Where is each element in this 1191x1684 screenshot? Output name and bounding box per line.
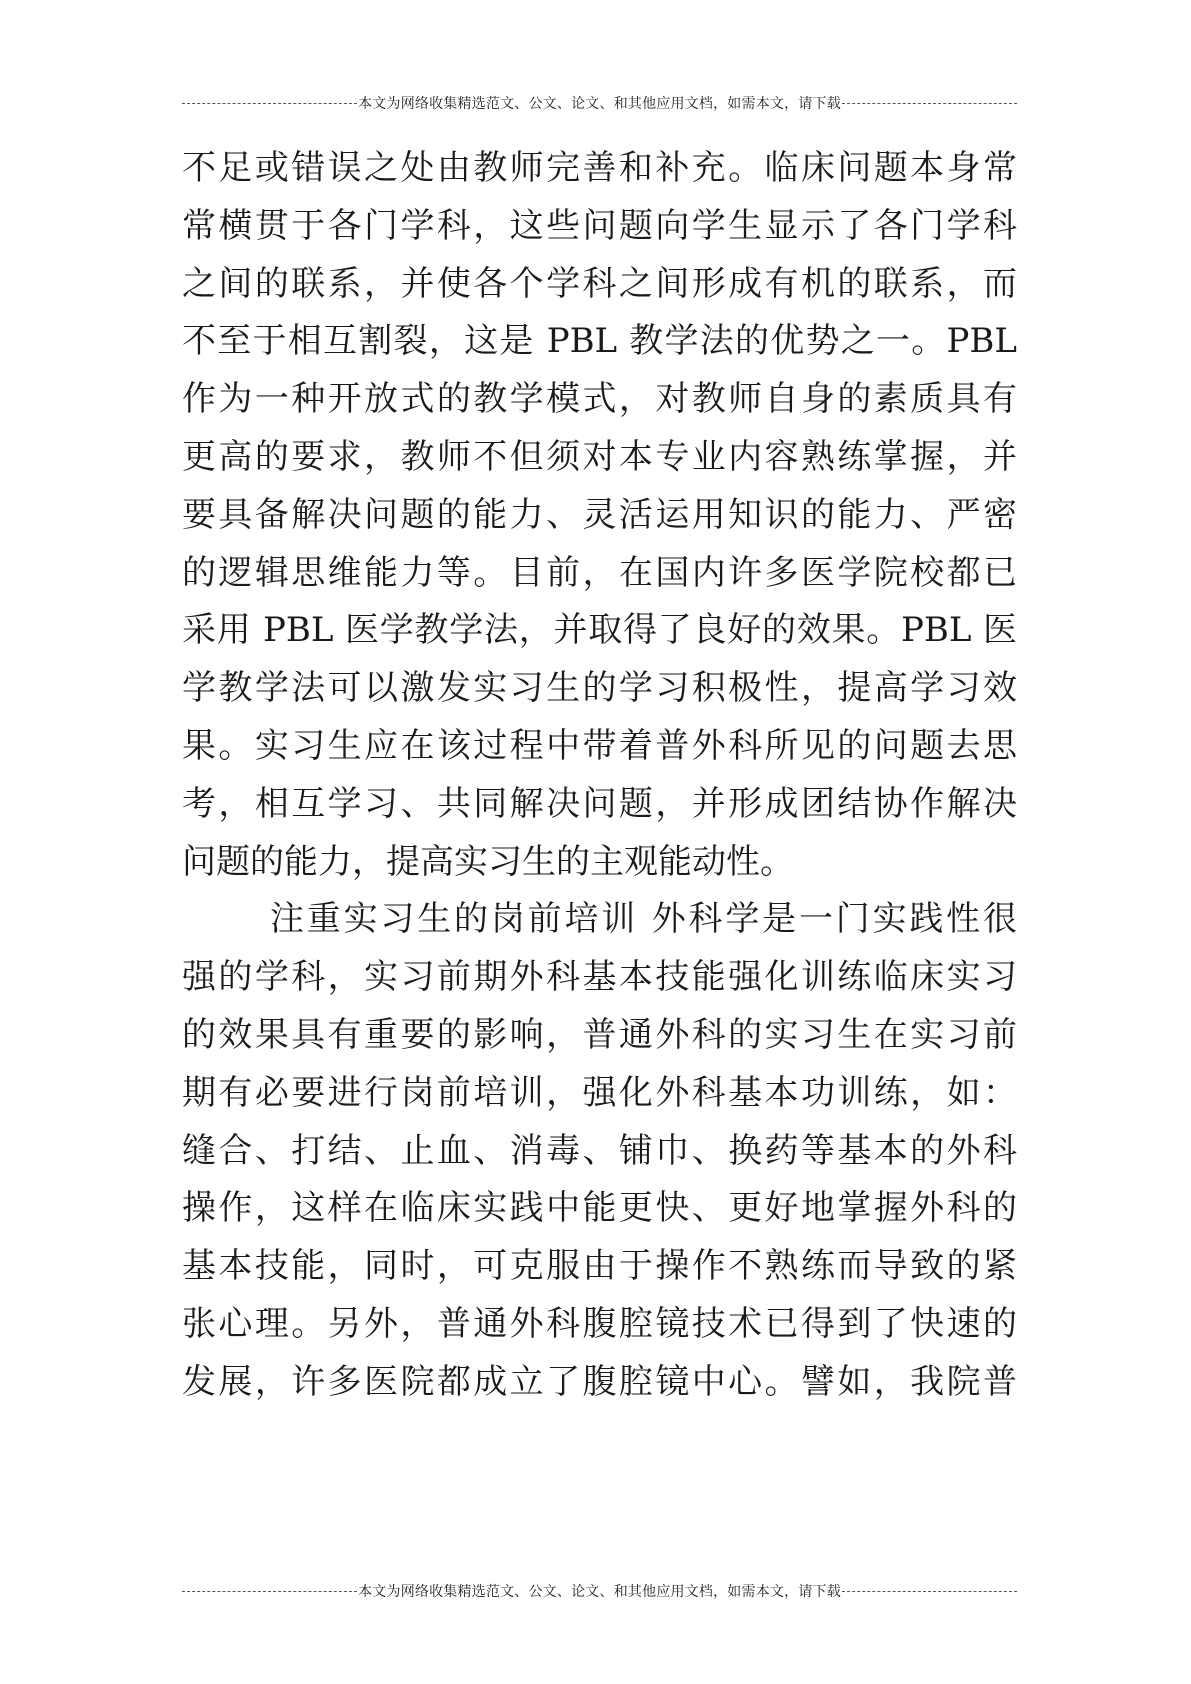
text-line: 的逻辑思维能力等。目前，在国内许多医学院校都已 xyxy=(182,552,1017,593)
text-line: 采用 PBL 医学教学法，并取得了良好的效果。PBL 医 xyxy=(182,610,1017,651)
text-line: 更高的要求，教师不但须对本专业内容熟练掌握，并 xyxy=(182,436,1017,477)
body-text xyxy=(182,140,1017,1412)
running-header-text: 本文为网络收集精选范文、公文、论文、和其他应用文档，如需本文，请下载 xyxy=(358,96,841,112)
text-line: 学教学法可以激发实习生的学习积极性，提高学习效 xyxy=(182,668,1017,709)
text-line: 期有必要进行岗前培训，强化外科基本功训练，如： xyxy=(182,1072,1017,1113)
text-line: 强的学科，实习前期外科基本技能强化训练临床实习 xyxy=(182,957,1017,998)
text-line: 之间的联系，并使各个学科之间形成有机的联系，而 xyxy=(182,263,1017,304)
header-right-rule xyxy=(842,103,1017,104)
text-line: 问题的能力，提高实习生的主观能动性。 xyxy=(182,841,794,882)
text-line: 常横贯于各门学科，这些问题向学生显示了各门学科 xyxy=(182,205,1017,246)
text-line: 注重实习生的岗前培训 外科学是一门实践性很 xyxy=(270,899,1017,940)
text-line: 考，相互学习、共同解决问题，并形成团结协作解决 xyxy=(182,783,1017,824)
text-line: 张心理。另外，普通外科腹腔镜技术已得到了快速的 xyxy=(182,1303,1017,1344)
text-line: 基本技能，同时，可克服由于操作不熟练而导致的紧 xyxy=(182,1246,1017,1287)
text-line: 操作，这样在临床实践中能更快、更好地掌握外科的 xyxy=(182,1188,1017,1229)
text-line: 要具备解决问题的能力、灵活运用知识的能力、严密 xyxy=(182,494,1017,535)
footer-left-rule xyxy=(182,1591,357,1592)
running-footer-text: 本文为网络收集精选范文、公文、论文、和其他应用文档，如需本文，请下载 xyxy=(358,1584,841,1600)
header-left-rule xyxy=(182,103,357,104)
footer-right-rule xyxy=(842,1591,1017,1592)
paragraph-2 xyxy=(182,891,1017,1411)
text-line: 果。实习生应在该过程中带着普外科所见的问题去思 xyxy=(182,725,1017,766)
text-line: 不至于相互割裂，这是 PBL 教学法的优势之一。PBL xyxy=(182,321,1017,362)
text-line: 的效果具有重要的影响，普通外科的实习生在实习前 xyxy=(182,1014,1017,1055)
running-footer xyxy=(182,1578,1017,1604)
text-line: 缝合、打结、止血、消毒、铺巾、换药等基本的外科 xyxy=(182,1130,1017,1171)
text-line: 作为一种开放式的教学模式，对教师自身的素质具有 xyxy=(182,379,1017,420)
paragraph-1 xyxy=(182,140,1017,891)
text-line: 发展，许多医院都成立了腹腔镜中心。譬如，我院普 xyxy=(182,1361,1017,1402)
text-line: 不足或错误之处由教师完善和补充。临床问题本身常 xyxy=(182,148,1017,188)
running-header xyxy=(182,90,1017,116)
